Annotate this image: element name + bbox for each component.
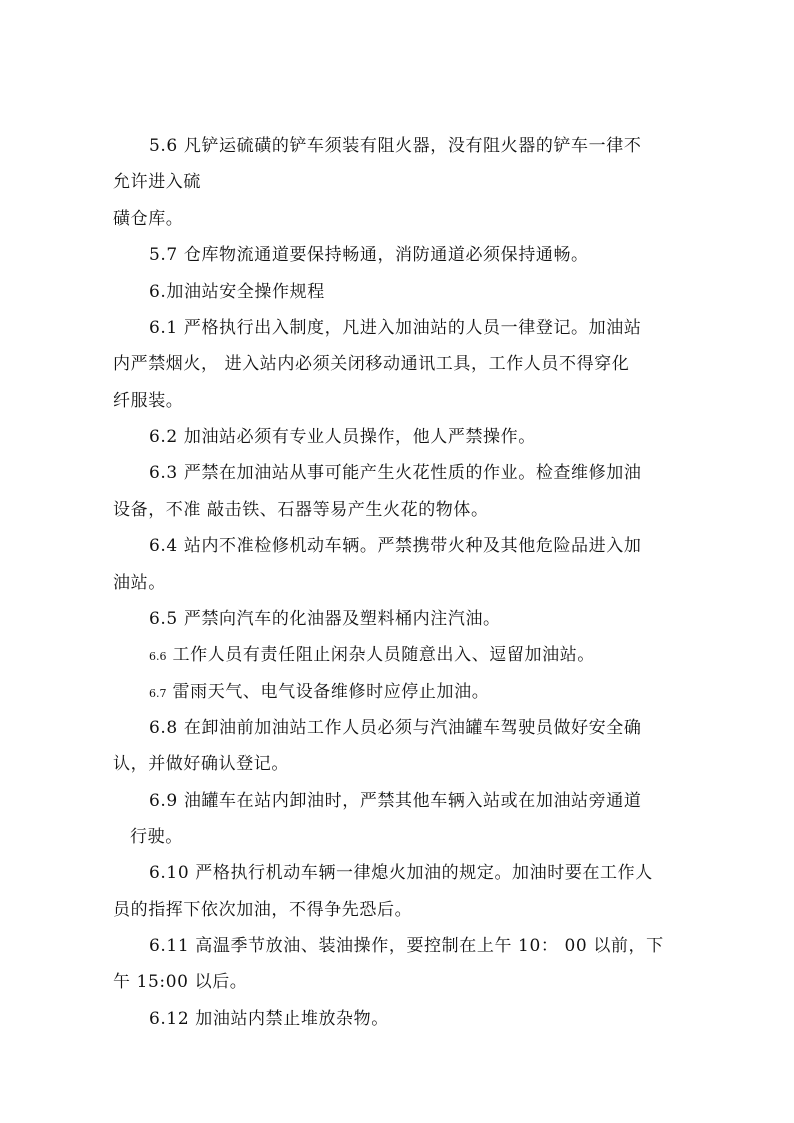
paragraph-6-8-line-2: 认，并做好确认登记。 bbox=[113, 754, 289, 774]
paragraph-6-11-line-1: 6.11 高温季节放油、装油操作，要控制在上午 10： 00 以前，下 bbox=[149, 936, 664, 956]
paragraph-6-1-line-1: 6.1 严格执行出入制度，凡进入加油站的人员一律登记。加油站 bbox=[149, 318, 642, 338]
paragraph-6-3-line-1: 6.3 严禁在加油站从事可能产生火花性质的作业。检查维修加油 bbox=[149, 463, 642, 483]
paragraph-6-12: 6.12 加油站内禁止堆放杂物。 bbox=[149, 1009, 389, 1029]
paragraph-6-3-line-2: 设备，不准 敲击铁、石器等易产生火花的物体。 bbox=[113, 500, 489, 520]
paragraph-6-7-number: 6.7 bbox=[149, 687, 167, 700]
paragraph-6-8-line-1: 6.8 在卸油前加油站工作人员必须与汽油罐车驾驶员做好安全确 bbox=[149, 718, 642, 738]
paragraph-6-9-line-1: 6.9 油罐车在站内卸油时，严禁其他车辆入站或在加油站旁通道 bbox=[149, 791, 642, 811]
paragraph-6-5: 6.5 严禁向汽车的化油器及塑料桶内注汽油。 bbox=[149, 609, 501, 629]
paragraph-6-4-line-1: 6.4 站内不准检修机动车辆。严禁携带火种及其他危险品进入加 bbox=[149, 536, 642, 556]
paragraph-5-6-line-3: 磺仓库。 bbox=[113, 209, 184, 229]
paragraph-6-4-line-2: 油站。 bbox=[113, 573, 166, 593]
paragraph-6-10-line-1: 6.10 严格执行机动车辆一律熄火加油的规定。加油时要在工作人 bbox=[149, 863, 653, 883]
paragraph-6-7 bbox=[149, 680, 489, 706]
paragraph-5-7: 5.7 仓库物流通道要保持畅通，消防通道必须保持通畅。 bbox=[149, 245, 589, 265]
paragraph-6-6-number: 6.6 bbox=[149, 650, 167, 663]
paragraph-6-1-line-3: 纤服装。 bbox=[113, 391, 184, 411]
paragraph-5-6-line-2: 允许进入硫 bbox=[113, 172, 201, 192]
paragraph-6-11-line-2: 午 15:00 以后。 bbox=[113, 972, 248, 992]
paragraph-6-1-line-2: 内严禁烟火， 进入站内必须关闭移动通讯工具，工作人员不得穿化 bbox=[113, 354, 630, 374]
paragraph-6-2: 6.2 加油站必须有专业人员操作，他人严禁操作。 bbox=[149, 427, 536, 447]
paragraph-6-6 bbox=[149, 643, 595, 669]
paragraph-6-10-line-2: 员的指挥下依次加油，不得争先恐后。 bbox=[113, 900, 413, 920]
paragraph-6-7-text: 雷雨天气、电气设备维修时应停止加油。 bbox=[172, 682, 490, 702]
paragraph-6-9-line-2: 行驶。 bbox=[130, 827, 183, 847]
section-heading-6: 6.加油站安全操作规程 bbox=[149, 282, 325, 302]
paragraph-6-6-text: 工作人员有责任阻止闲杂人员随意出入、逗留加油站。 bbox=[172, 645, 595, 665]
paragraph-5-6-line-1: 5.6 凡铲运硫磺的铲车须装有阻火器，没有阻火器的铲车一律不 bbox=[149, 136, 642, 156]
